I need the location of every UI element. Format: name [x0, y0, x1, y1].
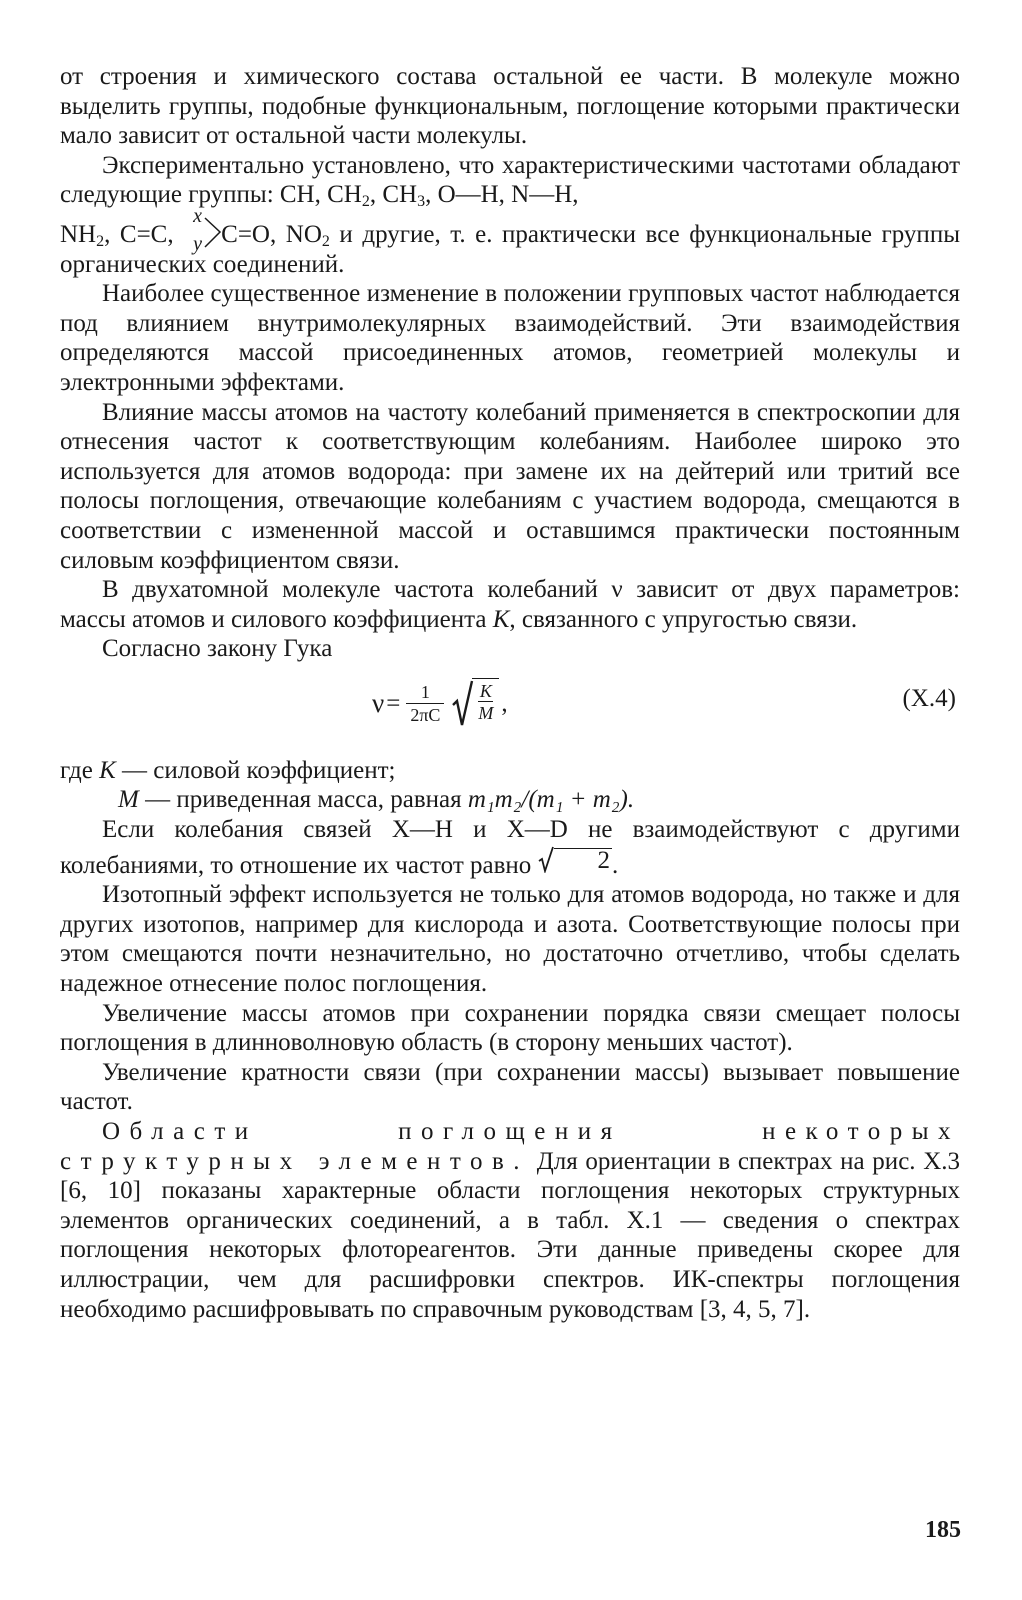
paragraph-3: Наиболее существенное изменение в положении групповых частот наблюдается под влиянием внутримолекулярных взаимодействий. Эти взаимодействия определяются массой присоединенных атомов, геометрией молекулы и электронными эффектами.	[60, 280, 960, 396]
paragraph-7: Если колебания связей X—H и X—D не взаимодействуют с другими колебаниями, то отношение их частот равно 2 .	[60, 816, 960, 879]
paragraph-9: Увеличение массы атомов при сохранении порядка связи смещает полосы поглощения в длинноволновую область (в сторону меньших частот).	[60, 999, 960, 1057]
hooke-formula	[60, 670, 960, 744]
definition-m: M — приведенная масса, равная m₁m₂/(m₁ + m₂).	[118, 786, 635, 814]
paragraph-8: Изотопный эффект используется не только для атомов водорода, но также и для других изотопов, например для кислорода и азота. Соответствующие полосы при этом смещаются почти незначительно, но достаточно отчетливо, чтобы сделать надежное отнесение полос поглощения.	[60, 881, 960, 998]
formula-sqrt: K M	[452, 679, 499, 729]
page-number: 185	[925, 1517, 961, 1543]
paragraph-11: Области поглощения некоторых структурных элементов. Для ориентации в спектрах на рис. X.3 [6, 10] показаны характерные области поглощения некоторых структурных элементов органических соединений, а в табл. X.1 — сведения о спектрах поглощения некоторых флотореагентов. Эти данные приведены скорее для иллюстрации, чем для расшифровки спектров. ИК-спектры поглощения необходимо расшифровывать по справочным руководствам [3, 4, 5, 7].	[60, 1118, 960, 1323]
formula-nu: ν	[372, 688, 385, 719]
formula-equals: =	[386, 690, 401, 718]
sqrt-two: 2	[538, 845, 613, 873]
paragraph-6: Согласно закону Гука	[102, 635, 333, 663]
formula-fraction: $\frac{1}{2\pi C}$	[406, 682, 444, 725]
paragraph-10: Увеличение кратности связи (при сохранении массы) вызывает повышение частот.	[60, 1058, 960, 1116]
paragraph-4: Влияние массы атомов на частоту колебаний применяется в спектроскопии для отнесения частот к соответствующим колебаниям. Наиболее широко это используется для атомов водорода: при замене их на дейтерий или тритий все полосы поглощения, отвечающие колебаниям с участием водорода, смещаются в соответствии с измененной массой и оставшимся практически постоянным силовым коэффициентом связи.	[60, 398, 960, 574]
paragraph-1: от строения и химического состава остальной ее части. В молекуле можно выделить группы, подобные функциональным, поглощение которыми практически мало зависит от остальной части молекулы.	[60, 63, 960, 150]
definition-k: где K — силовой коэффициент;	[60, 756, 396, 784]
paragraph-2: Экспериментально установлено, что характеристическими частотами обладают следующие группы: CH, $CH_2$, $CH_3$, O—H, N—H, $NH_2$, C=C, x y C=O, $NO_2$ и другие, т. е. практически все функциональные группы органических соединений.	[60, 151, 960, 278]
page-body	[60, 62, 960, 1324]
formula-comma: ,	[501, 690, 508, 718]
carbonyl-substituents: x y	[183, 220, 221, 244]
formula-tag: (X.4)	[902, 684, 956, 712]
section-heading-inline: Области поглощения некоторых структурных элементов.	[60, 1118, 960, 1175]
paragraph-5: В двухатомной молекуле частота колебаний ν зависит от двух параметров: массы атомов и силового коэффициента K, связанного с упругостью связи.	[60, 576, 960, 633]
